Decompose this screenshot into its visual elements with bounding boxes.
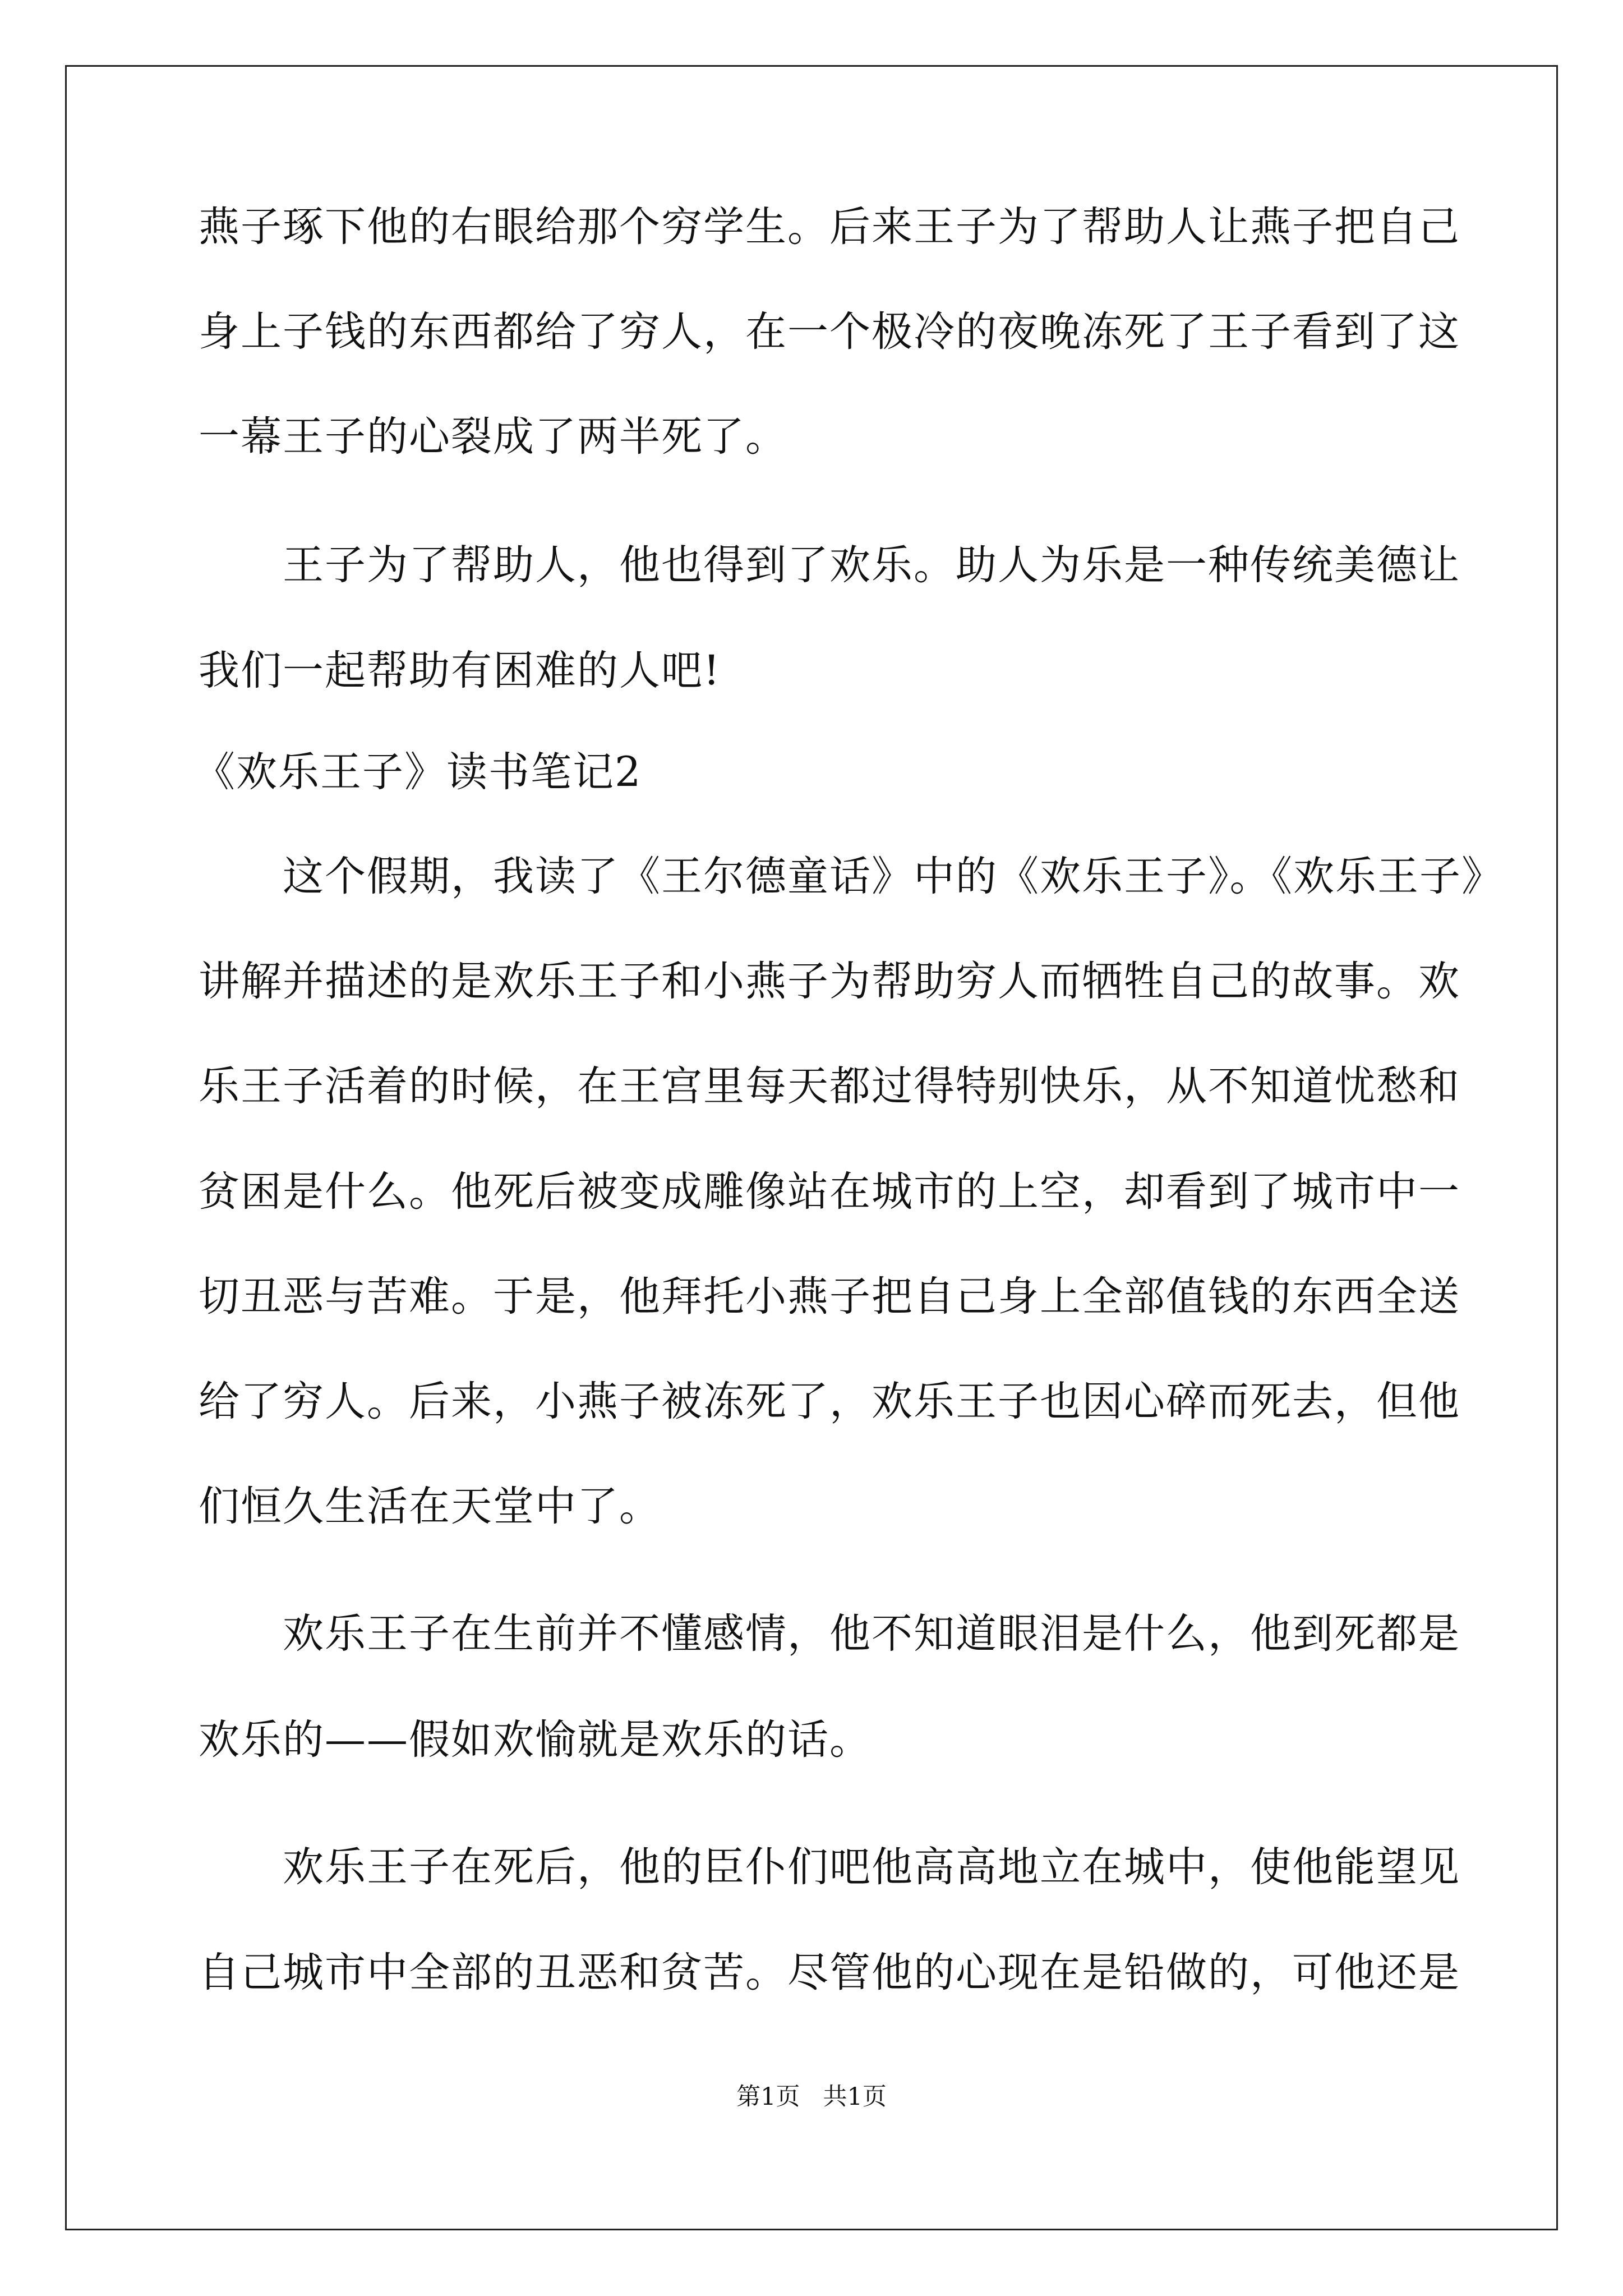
- text-line: 欢乐的——假如欢愉就是欢乐的话。: [199, 1716, 872, 1764]
- text-line: 讲解并描述的是欢乐王子和小燕子为帮助穷人而牺牲自己的故事。欢: [199, 958, 1460, 1005]
- text-line: 贫困是什么。他死后被变成雕像站在城市的上空，却看到了城市中一: [199, 1168, 1460, 1216]
- section-heading: 《欢乐王子》读书笔记2: [194, 748, 642, 796]
- text-line: 一幕王子的心裂成了两半死了。: [199, 413, 787, 461]
- paragraph-start-line: 这个假期，我读了《王尔德童话》中的《欢乐王子》。《欢乐王子》: [283, 853, 1504, 900]
- paragraph-start-line: 欢乐王子在死后，他的臣仆们吧他高高地立在城中，使他能望见: [283, 1843, 1460, 1891]
- text-line: 乐王子活着的时候，在王宫里每天都过得特别快乐，从不知道忧愁和: [199, 1062, 1460, 1110]
- page-frame: [65, 65, 1558, 2230]
- text-line: 切丑恶与苦难。于是，他拜托小燕子把自己身上全部值钱的东西全送: [199, 1273, 1460, 1320]
- text-line: 我们一起帮助有困难的人吧!: [199, 647, 721, 694]
- text-line: 身上子钱的东西都给了穷人，在一个极冷的夜晚冻死了王子看到了这: [199, 308, 1460, 356]
- page-number-footer: 第1页 共1页: [736, 2083, 887, 2111]
- paragraph-start-line: 王子为了帮助人，他也得到了欢乐。助人为乐是一种传统美德让: [283, 541, 1460, 589]
- paragraph-start-line: 欢乐王子在生前并不懂感情，他不知道眼泪是什么，他到死都是: [283, 1610, 1460, 1658]
- text-line: 给了穷人。后来，小燕子被冻死了，欢乐王子也因心碎而死去，但他: [199, 1378, 1460, 1425]
- text-line: 燕子琢下他的右眼给那个穷学生。后来王子为了帮助人让燕子把自己: [199, 203, 1460, 251]
- text-line: 们恒久生活在天堂中了。: [199, 1483, 661, 1530]
- text-line: 自己城市中全部的丑恶和贫苦。尽管他的心现在是铅做的，可他还是: [199, 1949, 1460, 1996]
